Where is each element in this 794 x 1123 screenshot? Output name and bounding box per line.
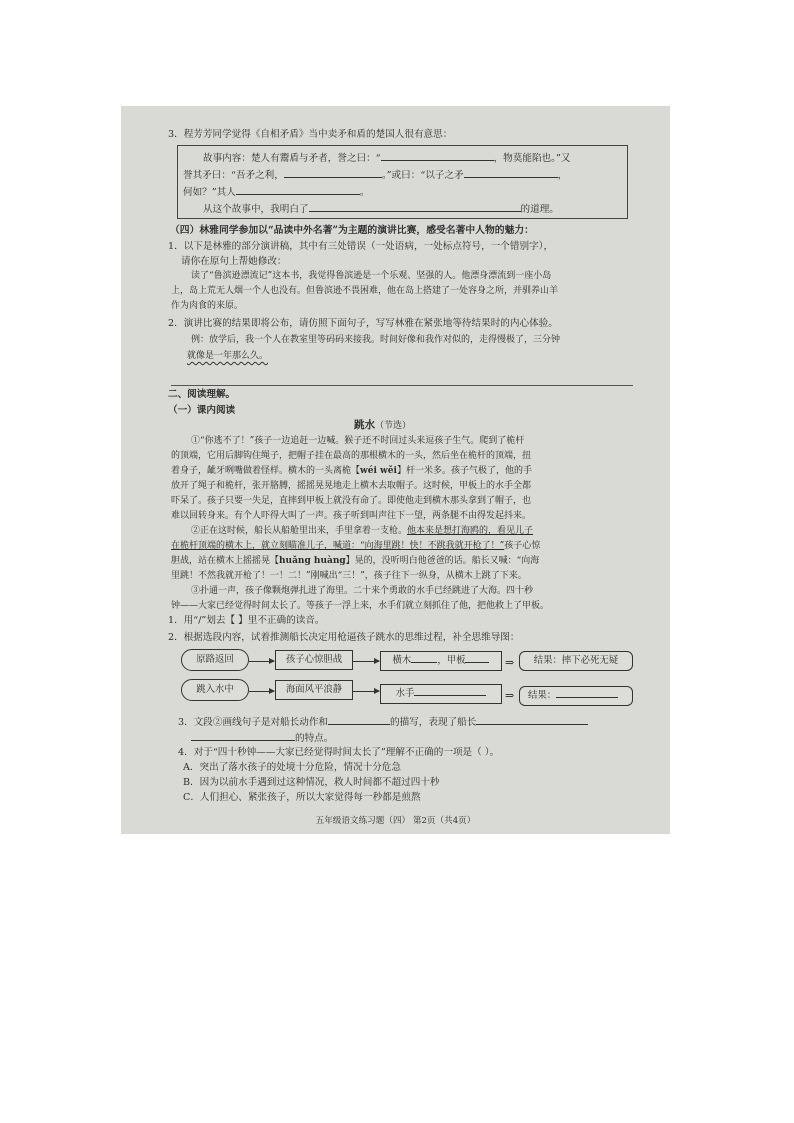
p2-line-2: 在桅杆顶端的横木上，就立刻瞄准儿子，喊道：“向海里跳！快！不跳我就开枪了！”孩子心惊 — [171, 541, 541, 551]
p1-line-3: 着身子，龇牙咧嘴做着怪样。横木的一头离桅【wéi wěi】杆一米多。孩子气极了，他的手 — [171, 466, 532, 476]
p1-line-4: 放开了绳子和桅杆，张开胳膊，摇摇晃晃地走上横木去取帽子。这时候，甲板上的水手全都 — [171, 481, 532, 491]
part2-sub: （一）课内阅读 — [168, 405, 236, 416]
blank[interactable] — [328, 714, 390, 725]
option-a[interactable]: A．突出了落水孩子的处境十分危险，情况十分危急 — [183, 762, 401, 773]
reading-q4: 4．对于“四十秒钟——大家已经觉得时间太长了”理解不正确的一项是（ ）。 — [178, 747, 500, 758]
arrow-right-icon — [353, 661, 379, 662]
part2-heading: 二、阅读理解。 — [168, 389, 236, 400]
item2-text: 2．演讲比赛的结果即将公布，请仿照下面句子，写写林雅在紧张地等待结果时的内心体验。 — [168, 318, 558, 329]
story-line-1: 故事内容：楚人有鬻盾与矛者，誉之曰：“ ，物莫能陷也。”又 — [203, 150, 570, 165]
mind-result-top: 结果：摔下必死无疑 — [519, 651, 633, 671]
mind-result-bottom[interactable]: 结果： — [519, 686, 633, 706]
option-c[interactable]: C．人们担心、紧张孩子，所以大家觉得每一秒都是煎熬 — [183, 792, 421, 803]
mind-oval-top: 原路返回 — [181, 649, 249, 671]
p1-line-5: 吓呆了。孩子只要一失足，直摔到甲板上就没有命了。即使他走到横木那头拿到了帽子，也 — [171, 496, 532, 506]
reading-q2: 2．根据选段内容，试着推测船长决定用枪逼孩子跳水的思维过程，补全思维导图： — [168, 632, 520, 643]
mind-oval-bottom: 跳入水中 — [181, 679, 249, 701]
p1-line-2: 的顶端，它用后脚钩住绳子，把帽子挂在最高的那根横木的一头，然后坐在桅杆的顶端，扭 — [171, 451, 532, 461]
mind-node-bottom-mid: 海面风平浪静 — [275, 680, 353, 700]
p1-line-1: ①“你逃不了！”孩子一边追赶一边喊。猴子还不时回过头来逗孩子生气。爬到了桅杆 — [191, 436, 525, 446]
example-line-1: 例：放学后，我一个人在教室里等码码来接我。时间好像和我作对似的，走得慢极了，三分钟 — [191, 335, 561, 345]
arrow-right-icon — [249, 691, 274, 692]
p2-line-4: 里跳！不然我就开枪了！一！二！”刚喊出“三！”，孩子往下一纵身，从横木上跳了下来。 — [171, 571, 527, 581]
blank[interactable] — [191, 730, 295, 741]
mind-node-top-mid: 孩子心惊胆战 — [275, 650, 353, 670]
reading-q3-line-b: 的特点。 — [191, 730, 333, 745]
answer-line[interactable] — [171, 385, 633, 386]
item1-line-b: 请你在原句上帮她修改： — [181, 256, 287, 267]
p2-line-3: 胆战，站在横木上摇摇晃【huǎng huàng】晃的，没听明白他爸爸的话。船长又喊：“向海 — [171, 556, 540, 566]
story-line-4: 从这个故事中，我明白了 的道理。 — [203, 201, 559, 216]
reading-q1: 1．用“/”划去【 】里不正确的读音。 — [168, 615, 325, 626]
blank[interactable] — [381, 150, 494, 161]
speech-line-2: 上，岛上荒无人烟一个人也没有。但鲁滨逊不畏困难，他在岛上搭建了一处容身之所，并驯养山羊 — [171, 286, 559, 296]
p2-line-1: ②正在这时候，船长从船舱里出来，手里拿着一支枪。他本来是想打海鸥的，看见儿子 — [191, 526, 534, 536]
p1-line-6: 难以回转身来。有个人吓得大叫了一声。孩子听到叫声往下一望，两条腿不由得发起抖来。 — [171, 511, 532, 521]
p3-line-2: 钟——大家已经觉得时间太长了。等孩子一浮上来，水手们就立刻抓住了他，把他救上了甲板。 — [171, 601, 550, 611]
blank[interactable] — [464, 167, 558, 178]
section4-heading: （四）林雅同学参加以“品读中外名著”为主题的演讲比赛，感受名著中人物的魅力： — [170, 225, 534, 236]
q3-intro: 3．程芳芳同学觉得《自相矛盾》当中卖矛和盾的楚国人很有意思： — [168, 129, 453, 140]
reading-q3-line-a: 3．文段②画线句子是对船长动作和 的描写，表现了船长 — [178, 714, 588, 729]
arrow-right-icon — [249, 661, 274, 662]
option-b[interactable]: B．因为以前水手遇到过这种情况，救人时间都不超过四十秒 — [183, 777, 440, 788]
blank[interactable] — [309, 201, 521, 212]
item1-line-a: 1．以下是林雅的部分演讲稿，其中有三处错误（一处语病，一处标点符号，一个错别字）， — [168, 241, 554, 252]
blank[interactable] — [476, 714, 588, 725]
arrow-right-icon — [353, 691, 379, 692]
mind-node-bottom-right[interactable]: 水手 — [380, 684, 502, 704]
passage-title: 跳水（节选） — [354, 419, 412, 431]
page-footer: 五年级语文练习题（四） 第2页（共4页） — [315, 816, 476, 826]
p3-line-1: ③扑通一声，孩子像颗炮弹扎进了海里。二十来个勇敢的水手已经跳进了大海。四十秒 — [191, 586, 534, 596]
example-line-2: 就像是一年那么久。 — [187, 351, 269, 361]
mind-node-top-right[interactable]: 横木 ，甲板 — [380, 651, 502, 671]
speech-line-1: 读了“鲁滨逊漂流记”这本书，我觉得鲁滨逊是一个乐观、坚强的人。他漂身漂流到一座小岛 — [191, 271, 552, 281]
double-arrow-icon: ⇒ — [505, 656, 515, 669]
scanned-page — [121, 106, 670, 834]
speech-line-3: 作为肉食的来原。 — [171, 301, 244, 311]
story-line-2: 誉其矛曰：“吾矛之利， 。”或曰：“以子之矛 ， — [183, 167, 567, 182]
blank[interactable] — [284, 167, 382, 178]
double-arrow-icon: ⇒ — [505, 689, 515, 702]
story-line-3: 何如？”其人 。 — [183, 184, 369, 199]
blank[interactable] — [236, 184, 360, 195]
